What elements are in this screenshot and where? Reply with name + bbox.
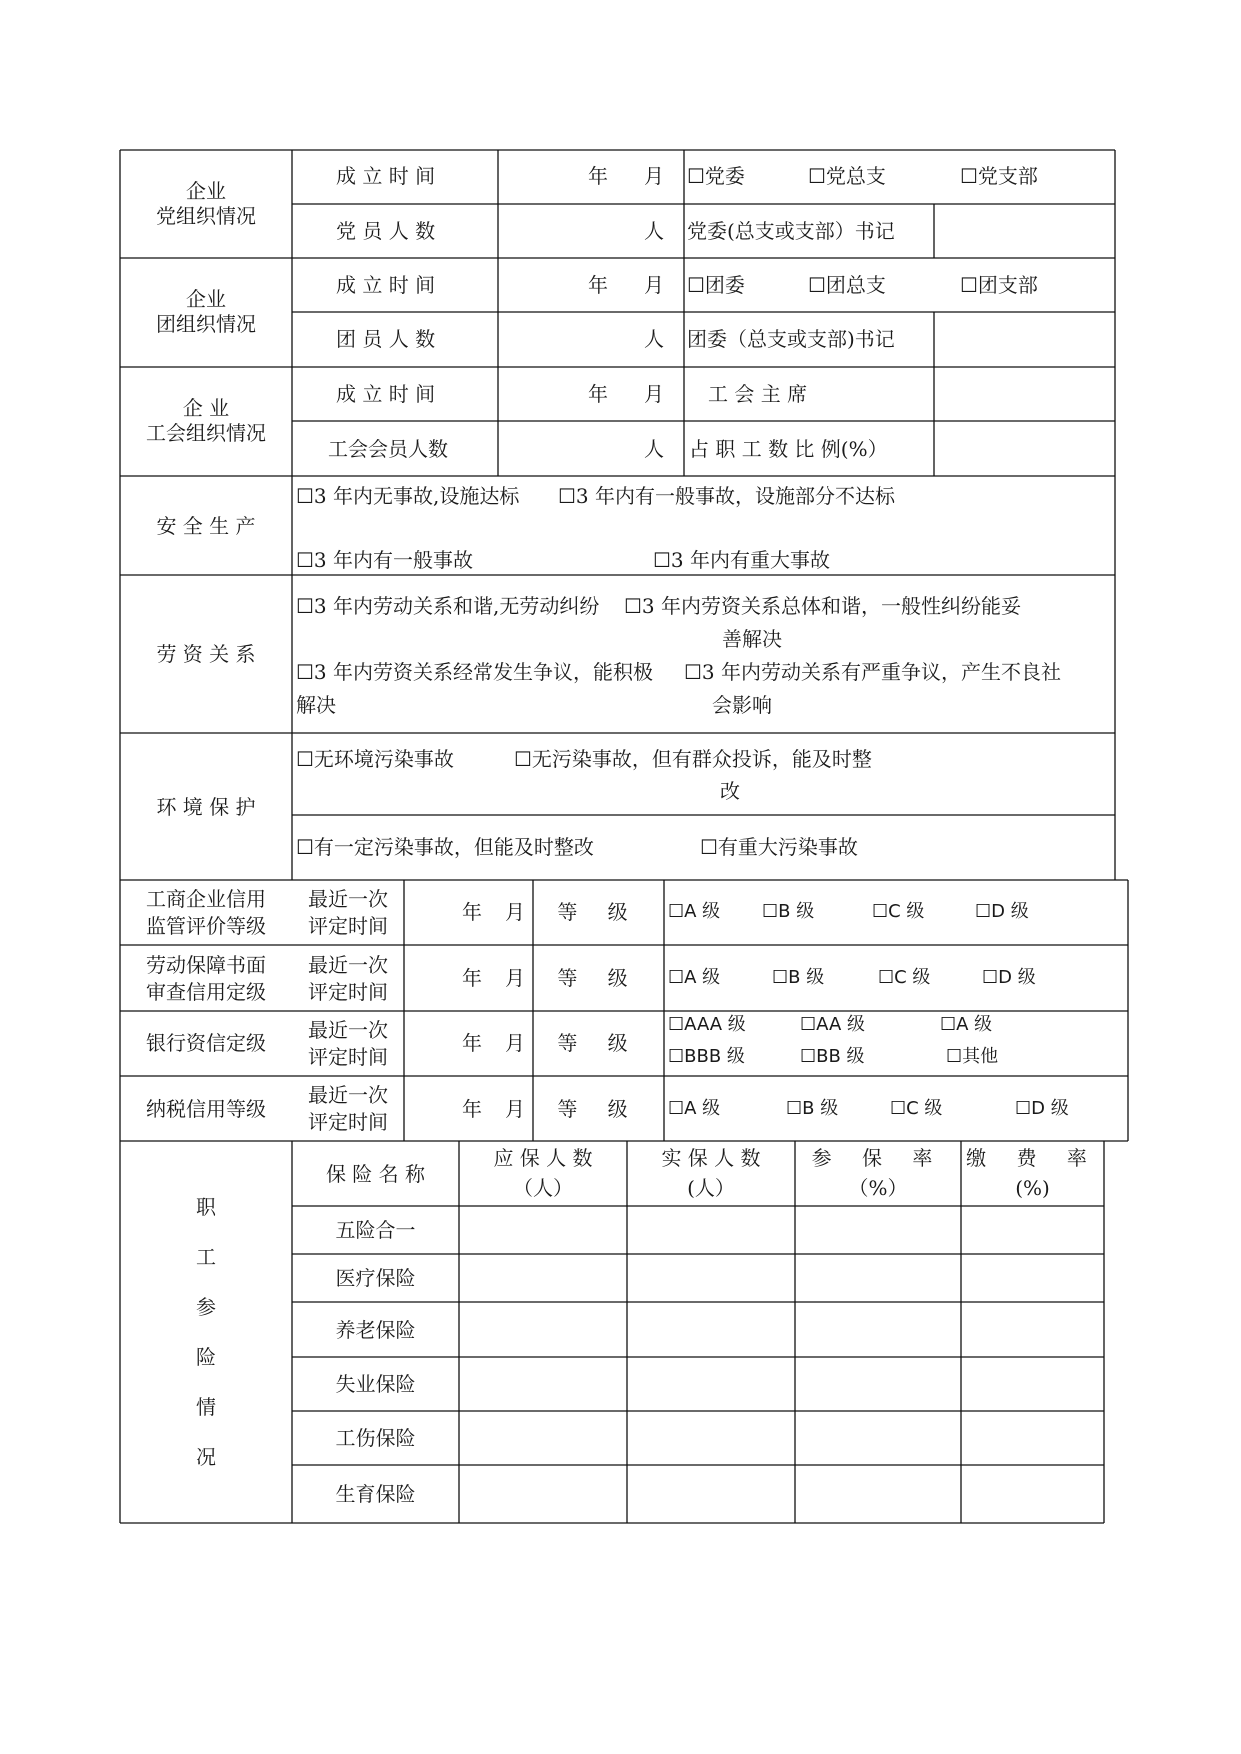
league-person-unit: 人 [644, 327, 664, 351]
party-members-label: 党 员 人 数 [336, 219, 436, 243]
insurance-title-char: 参 [196, 1295, 216, 1319]
party-option-branch[interactable]: ☐党支部 [960, 164, 1038, 188]
insurance-header-actual: 实 保 人 数 [661, 1146, 761, 1170]
credit-row-year: 年 [462, 966, 482, 990]
environment-option-no-pollution[interactable]: ☐无环境污染事故 [296, 747, 454, 771]
credit-row-title: 纳税信用等级 [146, 1097, 266, 1121]
credit-row-month: 月 [505, 1031, 525, 1055]
labor-option-serious-disputes-cont: 会影响 [712, 693, 772, 717]
credit-option-aa[interactable]: ☐AA 级 [800, 1014, 865, 1035]
labor-option-harmonious[interactable]: ☐3 年内劳动关系和谐,无劳动纠纷 [296, 594, 600, 618]
credit-row-time-label: 最近一次 评定时间 [308, 1018, 388, 1069]
credit-row-year: 年 [462, 900, 482, 924]
credit-option-a[interactable]: ☐A 级 [668, 901, 721, 922]
league-secretary-label: 团委（总支或支部)书记 [687, 327, 895, 351]
party-secretary-label: 党委(总支或支部）书记 [687, 219, 895, 243]
credit-option-a[interactable]: ☐A 级 [668, 1098, 721, 1119]
party-section-title: 企业 党组织情况 [156, 179, 256, 228]
labor-option-serious-disputes[interactable]: ☐3 年内劳动关系有严重争议，产生不良社 [684, 660, 1062, 684]
party-option-general-branch[interactable]: ☐党总支 [808, 164, 886, 188]
credit-option-c[interactable]: ☐C 级 [890, 1098, 943, 1119]
credit-option-bbb[interactable]: ☐BBB 级 [668, 1046, 745, 1067]
insurance-header-required: 应 保 人 数 [493, 1146, 593, 1170]
league-option-committee[interactable]: ☐团委 [687, 273, 745, 297]
credit-option-c[interactable]: ☐C 级 [878, 967, 931, 988]
insurance-title-char: 职 [196, 1195, 216, 1219]
union-ratio-label: 占 职 工 数 比 例(%） [689, 437, 888, 461]
insurance-row-label: 养老保险 [335, 1318, 416, 1342]
labor-option-generally-harmonious-cont: 善解决 [722, 627, 782, 651]
insurance-header-payment-rate-unit: (%) [1015, 1176, 1050, 1200]
credit-row-title: 劳动保障书面 审查信用定级 [146, 953, 266, 1004]
credit-option-other[interactable]: ☐其他 [946, 1046, 999, 1067]
credit-row-month: 月 [505, 900, 525, 924]
safety-option-no-accident[interactable]: ☐3 年内无事故,设施达标 [296, 484, 520, 508]
party-person-unit: 人 [644, 219, 664, 243]
credit-row-grade-label: 等 级 [557, 966, 640, 990]
insurance-header-name: 保 险 名 称 [325, 1162, 426, 1186]
environment-option-complaints-cont: 改 [720, 779, 740, 803]
party-founded-label: 成 立 时 间 [336, 164, 436, 188]
union-chair-label: 工 会 主 席 [708, 382, 808, 406]
league-year-label: 年 [588, 273, 608, 297]
union-year-label: 年 [588, 382, 608, 406]
insurance-header-required-unit: （人） [513, 1176, 573, 1200]
credit-row-time-label: 最近一次 评定时间 [308, 887, 388, 938]
credit-row-time-label: 最近一次 评定时间 [308, 953, 388, 1004]
insurance-title-char: 况 [196, 1445, 216, 1469]
insurance-title-char: 工 [196, 1245, 216, 1269]
credit-option-d[interactable]: ☐D 级 [975, 901, 1029, 922]
insurance-header-actual-unit: (人） [687, 1176, 735, 1200]
league-option-branch[interactable]: ☐团支部 [960, 273, 1038, 297]
safety-title: 安 全 生 产 [156, 514, 256, 538]
insurance-header-payment-rate: 缴 费 率 [966, 1146, 1099, 1170]
party-option-committee[interactable]: ☐党委 [687, 164, 745, 188]
credit-row-title: 银行资信定级 [146, 1031, 266, 1055]
union-month-label: 月 [644, 382, 664, 406]
credit-row-grade-label: 等 级 [557, 1097, 640, 1121]
labor-option-generally-harmonious[interactable]: ☐3 年内劳资关系总体和谐，一般性纠纷能妥 [624, 594, 1022, 618]
labor-option-frequent-disputes[interactable]: ☐3 年内劳资关系经常发生争议，能积极 [296, 660, 654, 684]
credit-row-time-label: 最近一次 评定时间 [308, 1083, 388, 1134]
party-year-label: 年 [588, 164, 608, 188]
environment-title: 环 境 保 护 [156, 795, 256, 819]
credit-option-aaa[interactable]: ☐AAA 级 [668, 1014, 746, 1035]
credit-row-month: 月 [505, 1097, 525, 1121]
credit-row-grade-label: 等 级 [557, 900, 640, 924]
league-section-title: 企业 团组织情况 [156, 287, 256, 336]
credit-option-c[interactable]: ☐C 级 [872, 901, 925, 922]
credit-option-bb[interactable]: ☐BB 级 [800, 1046, 865, 1067]
credit-row-grade-label: 等 级 [557, 1031, 640, 1055]
union-person-unit: 人 [644, 437, 664, 461]
union-founded-label: 成 立 时 间 [336, 382, 436, 406]
insurance-row-label: 失业保险 [335, 1372, 416, 1396]
league-month-label: 月 [644, 273, 664, 297]
safety-option-general-accident-facilities[interactable]: ☐3 年内有一般事故，设施部分不达标 [558, 484, 896, 508]
credit-row-title: 工商企业信用 监管评价等级 [146, 887, 266, 938]
insurance-header-rate: 参 保 率 [811, 1146, 945, 1170]
union-section-title: 企 业 工会组织情况 [146, 396, 266, 445]
insurance-title-char: 险 [196, 1345, 216, 1369]
credit-row-year: 年 [462, 1097, 482, 1121]
environment-option-complaints[interactable]: ☐无污染事故，但有群众投诉，能及时整 [514, 747, 872, 771]
credit-option-b[interactable]: ☐B 级 [772, 967, 825, 988]
credit-row-year: 年 [462, 1031, 482, 1055]
safety-option-general-accident[interactable]: ☐3 年内有一般事故 [296, 548, 474, 572]
credit-option-a[interactable]: ☐A 级 [668, 967, 721, 988]
credit-option-b[interactable]: ☐B 级 [762, 901, 815, 922]
labor-option-frequent-disputes-cont: 解决 [296, 693, 336, 717]
league-founded-label: 成 立 时 间 [336, 273, 436, 297]
insurance-row-label: 生育保险 [335, 1482, 416, 1506]
environment-option-some-pollution[interactable]: ☐有一定污染事故，但能及时整改 [296, 835, 594, 859]
insurance-title-char: 情 [196, 1395, 216, 1419]
credit-option-d[interactable]: ☐D 级 [982, 967, 1036, 988]
party-month-label: 月 [644, 164, 664, 188]
union-members-label: 工会会员人数 [328, 437, 448, 461]
league-members-label: 团 员 人 数 [336, 327, 436, 351]
insurance-row-label: 医疗保险 [335, 1266, 416, 1290]
environment-option-major-pollution[interactable]: ☐有重大污染事故 [700, 835, 858, 859]
insurance-header-rate-unit: （%） [848, 1176, 908, 1200]
credit-row-month: 月 [505, 966, 525, 990]
league-option-general-branch[interactable]: ☐团总支 [808, 273, 886, 297]
credit-option-b[interactable]: ☐B 级 [786, 1098, 839, 1119]
insurance-row-label: 五险合一 [335, 1218, 416, 1242]
safety-option-major-accident[interactable]: ☐3 年内有重大事故 [653, 548, 831, 572]
labor-title: 劳 资 关 系 [156, 642, 256, 666]
credit-option-d[interactable]: ☐D 级 [1015, 1098, 1069, 1119]
insurance-row-label: 工伤保险 [335, 1426, 416, 1450]
credit-option-a[interactable]: ☐A 级 [940, 1014, 993, 1035]
